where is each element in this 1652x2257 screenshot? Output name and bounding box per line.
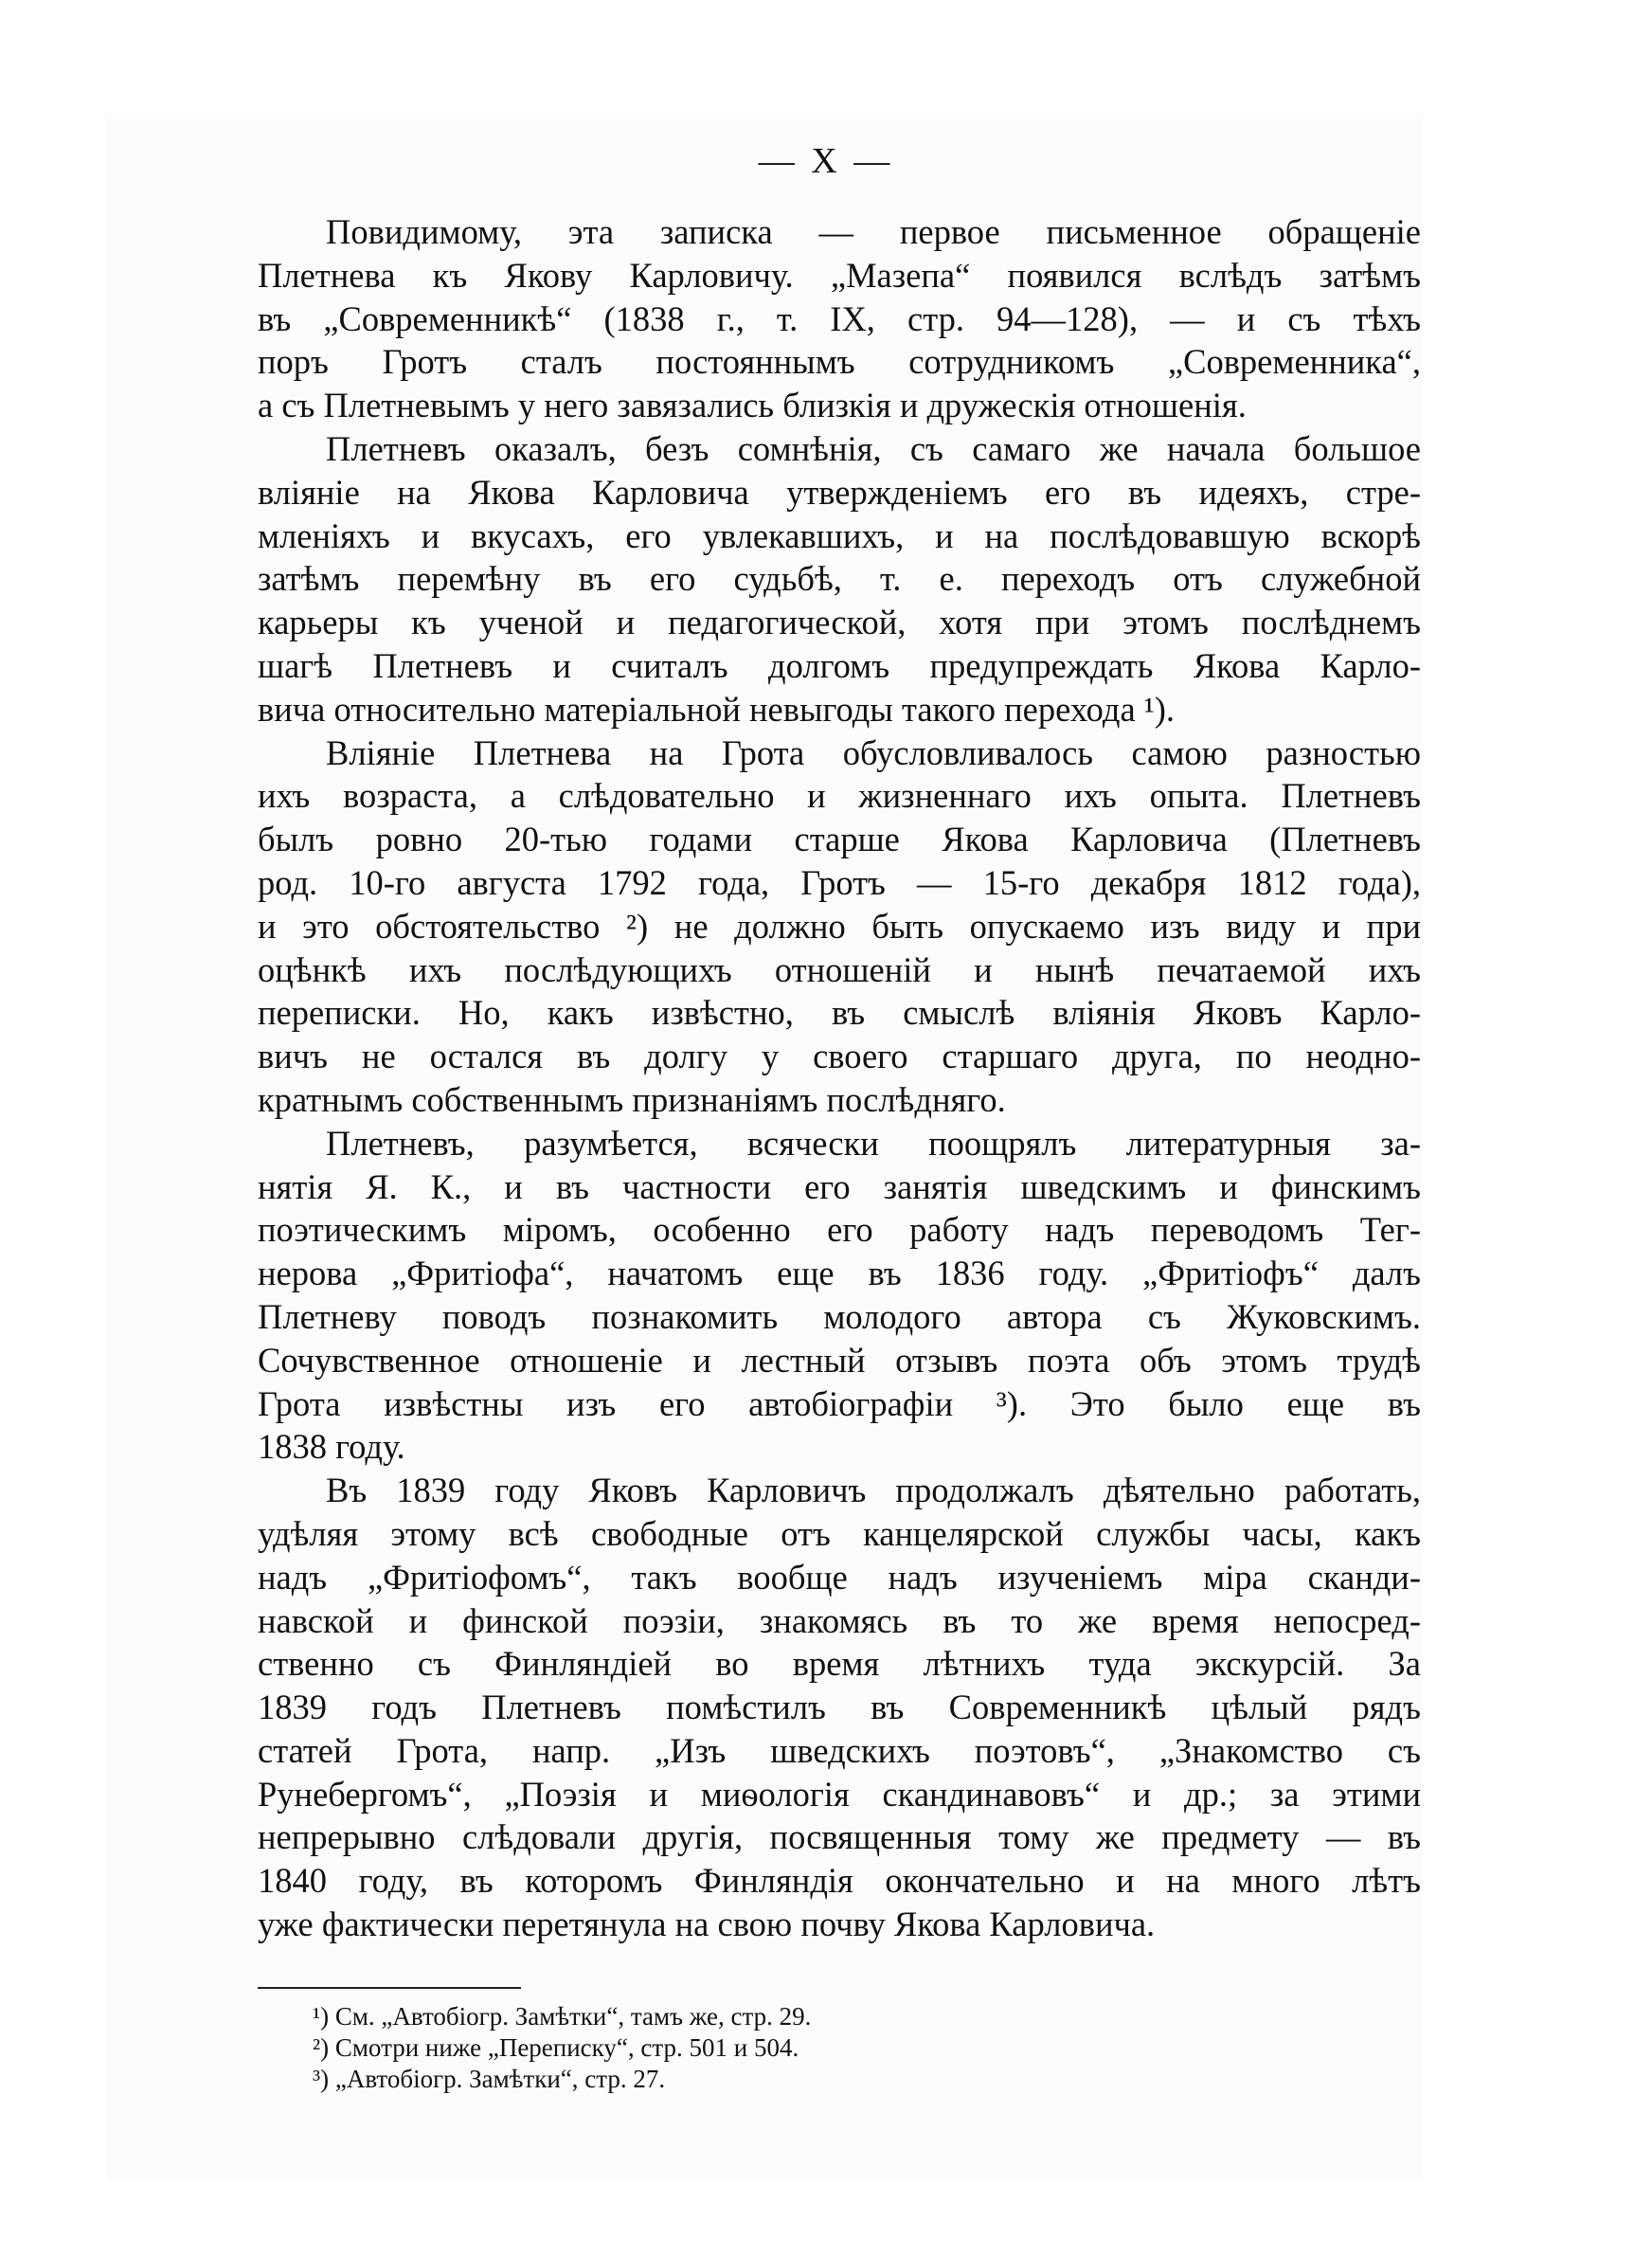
paragraph <box>258 427 1421 731</box>
text-line: былъ ровно 20-тью годами старше Якова Карловича (Плетневъ <box>258 820 1421 859</box>
text-line: навской и финской поэзіи, знакомясь въ то же время непосред- <box>258 1600 1421 1640</box>
text-line: Плетневъ, разумѣется, всячески поощрялъ литературныя за- <box>326 1123 1421 1163</box>
text-line: Плетнева къ Якову Карловичу. „Мазепа“ появился вслѣдъ затѣмъ <box>258 255 1421 295</box>
text-line: мленіяхъ и вкусахъ, его увлекавшихъ, и на послѣдовавшую вскорѣ <box>258 515 1421 555</box>
text-line: переписки. Но, какъ извѣстно, въ смыслѣ вліянія Яковъ Карло- <box>258 993 1421 1033</box>
text-line: Плетневу поводъ познакомить молодого автора съ Жуковскимъ. <box>258 1296 1421 1336</box>
text-line: Рунебергомъ“, „Поэзія и миѳологія скандинавовъ“ и др.; за этими <box>258 1774 1421 1814</box>
text-line: ихъ возраста, а слѣдовательно и жизненнаго ихъ опыта. Плетневъ <box>258 776 1421 816</box>
text-line: статей Грота, напр. „Изъ шведскихъ поэтовъ“, „Знакомство съ <box>258 1730 1421 1770</box>
text-line: затѣмъ перемѣну въ его судьбѣ, т. е. переходъ отъ служебной <box>258 559 1421 599</box>
text-line: Повидимому, эта записка — первое письменное обращеніе <box>326 212 1421 251</box>
footnote: ³) „Автобіогр. Замѣтки“, стр. 27. <box>313 2065 666 2093</box>
paragraph <box>258 1469 1421 1946</box>
text-line: надъ „Фритіофомъ“, такъ вообще надъ изученіемъ міра сканди- <box>258 1557 1421 1597</box>
footnotes <box>313 2001 1165 2095</box>
text-line: 1838 году. <box>258 1427 405 1467</box>
paragraph <box>258 210 1421 427</box>
paragraph <box>258 731 1421 1122</box>
text-line: и это обстоятельство ²) не должно быть опускаемо изъ виду и при <box>258 906 1421 946</box>
text-line: Въ 1839 году Яковъ Карловичъ продолжалъ дѣятельно работать, <box>326 1471 1421 1510</box>
text-line: въ „Современникѣ“ (1838 г., т. IX, стр. 94—128), — и съ тѣхъ <box>258 298 1421 338</box>
text-line: 1840 году, въ которомъ Финляндія окончательно и на много лѣтъ <box>258 1861 1421 1901</box>
text-line: поэтическимъ міромъ, особенно его работу надъ переводомъ Тег- <box>258 1210 1421 1250</box>
text-line: род. 10-го августа 1792 года, Гротъ — 15-го декабря 1812 года), <box>258 862 1421 902</box>
text-line: а съ Плетневымъ у него завязались близкія и дружескія отношенія. <box>258 386 1247 425</box>
text-line: оцѣнкѣ ихъ послѣдующихъ отношеній и нынѣ печатаемой ихъ <box>258 949 1421 989</box>
text-line: Плетневъ оказалъ, безъ сомнѣнія, съ самаго же начала большое <box>326 428 1421 468</box>
paragraph <box>258 1122 1421 1469</box>
text-line: шагѣ Плетневъ и считалъ долгомъ предупреждать Якова Карло- <box>258 645 1421 685</box>
text-line: Вліяніе Плетнева на Грота обусловливалось самою разностью <box>326 732 1421 772</box>
page-number: — X — <box>758 141 894 181</box>
text-line: вича относительно матеріальной невыгоды такого перехода ¹). <box>258 689 1175 729</box>
text-line: нятія Я. К., и въ частности его занятія шведскимъ и финскимъ <box>258 1166 1421 1206</box>
text-line: нерова „Фритіофа“, начатомъ еще въ 1836 году. „Фритіофъ“ далъ <box>258 1254 1421 1293</box>
text-line: ственно съ Финляндіей во время лѣтнихъ туда экскурсій. За <box>258 1644 1421 1684</box>
text-line: кратнымъ собственнымъ признаніямъ послѣдняго. <box>258 1079 1006 1119</box>
text-line: поръ Гротъ сталъ постояннымъ сотрудникомъ „Современника“, <box>258 342 1421 382</box>
text-line: карьеры къ ученой и педагогической, хотя при этомъ послѣднемъ <box>258 603 1421 642</box>
text-line: Грота извѣстны изъ его автобіографіи ³). Это было еще въ <box>258 1383 1421 1423</box>
body-text <box>258 210 1421 1946</box>
text-line: уже фактически перетянула на свою почву Якова Карловича. <box>258 1905 1156 1944</box>
text-line: Сочувственное отношеніе и лестный отзывъ поэта объ этомъ трудѣ <box>258 1340 1421 1380</box>
text-line: непрерывно слѣдовали другія, посвященныя тому же предмету — въ <box>258 1817 1421 1857</box>
text-line: удѣляя этому всѣ свободные отъ канцелярской службы часы, какъ <box>258 1513 1421 1553</box>
footnote: ²) Смотри ниже „Переписку“, стр. 501 и 504. <box>313 2033 799 2062</box>
text-line: вліяніе на Якова Карловича утвержденіемъ его въ идеяхъ, стре- <box>258 472 1421 512</box>
footnote: ¹) См. „Автобіогр. Замѣтки“, тамъ же, стр. 29. <box>313 2002 812 2031</box>
text-line: вичъ не остался въ долгу у своего старшаго друга, по неодно- <box>258 1037 1421 1076</box>
text-line: 1839 годъ Плетневъ помѣстилъ въ Современникѣ цѣлый рядъ <box>258 1688 1421 1727</box>
footnote-divider <box>258 1987 521 1989</box>
